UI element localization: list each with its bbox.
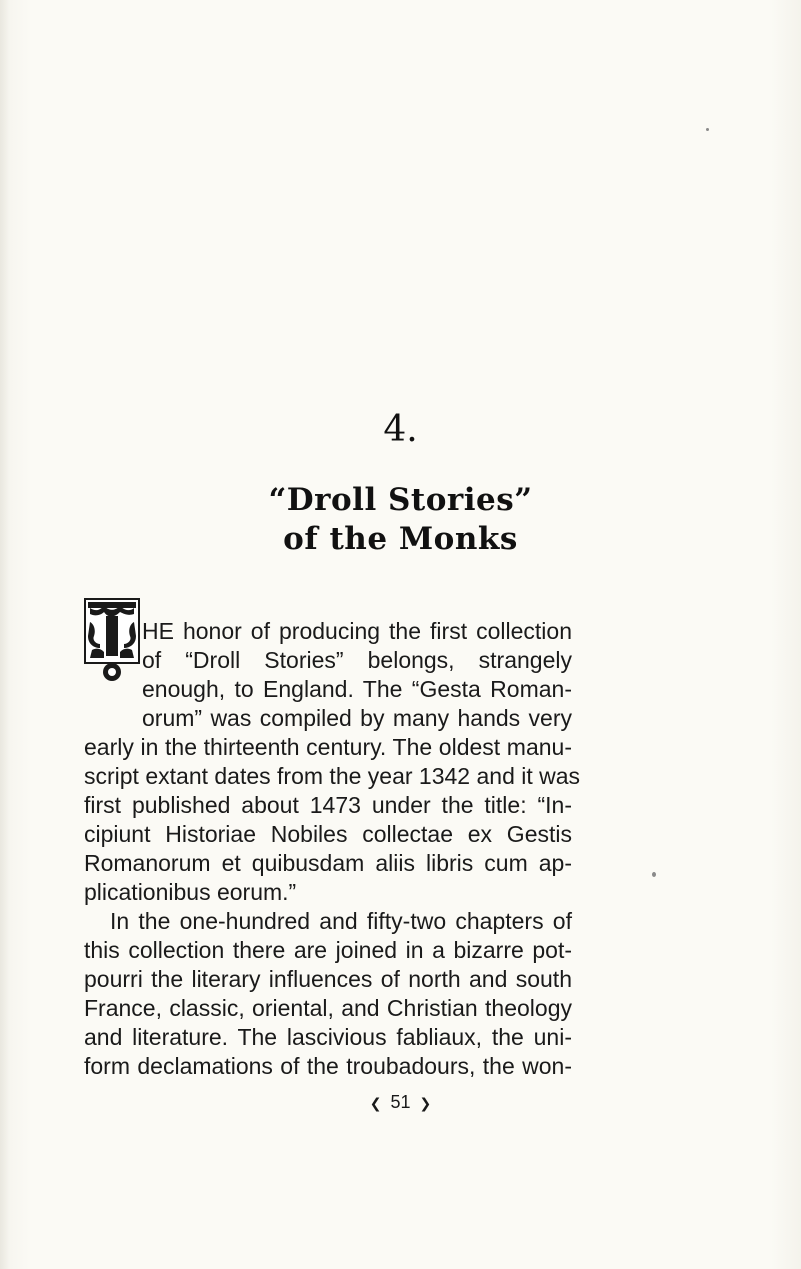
drop-cap-t-icon [84, 598, 140, 686]
chapter-title-line-1: “Droll Stories” [268, 482, 533, 518]
text-line: early in the thirteenth century. The oldest manu- [84, 734, 572, 760]
ornament-left-icon: ❮ [369, 1096, 382, 1112]
text-line: and literature. The lascivious fabliaux, the uni- [84, 1024, 572, 1050]
chapter-title-line-2: of the Monks [283, 521, 518, 557]
text-line: In the one-hundred and fifty-two chapters of [110, 908, 572, 934]
text-line: first published about 1473 under the title: “In- [84, 792, 572, 818]
text-line: enough, to England. The “Gesta Roman- [142, 676, 572, 702]
text-line: orum” was compiled by many hands very [142, 705, 572, 731]
paper-speck [706, 128, 709, 131]
text-line: script extant dates from the year 1342 and it was [84, 763, 581, 789]
text-line: this collection there are joined in a bizarre pot- [84, 937, 572, 963]
paper-speck [652, 872, 656, 877]
page-number-footer [0, 1092, 801, 1113]
text-line: Romanorum et quibusdam aliis libris cum ap- [84, 850, 572, 876]
text-line: France, classic, oriental, and Christian theology [84, 995, 572, 1021]
text-line: pourri the literary influences of north and south [84, 966, 572, 992]
text-line: form declamations of the troubadours, the won- [84, 1053, 572, 1079]
ornament-right-icon: ❯ [419, 1096, 432, 1112]
text-line: HE honor of producing the first collection [142, 618, 572, 644]
page-number: 51 [390, 1092, 411, 1112]
text-line: of “Droll Stories” belongs, strangely [142, 647, 572, 673]
chapter-number: 4. [383, 409, 418, 450]
text-line: cipiunt Historiae Nobiles collectae ex Gestis [84, 821, 572, 847]
text-line: plicationibus eorum.” [84, 879, 297, 905]
